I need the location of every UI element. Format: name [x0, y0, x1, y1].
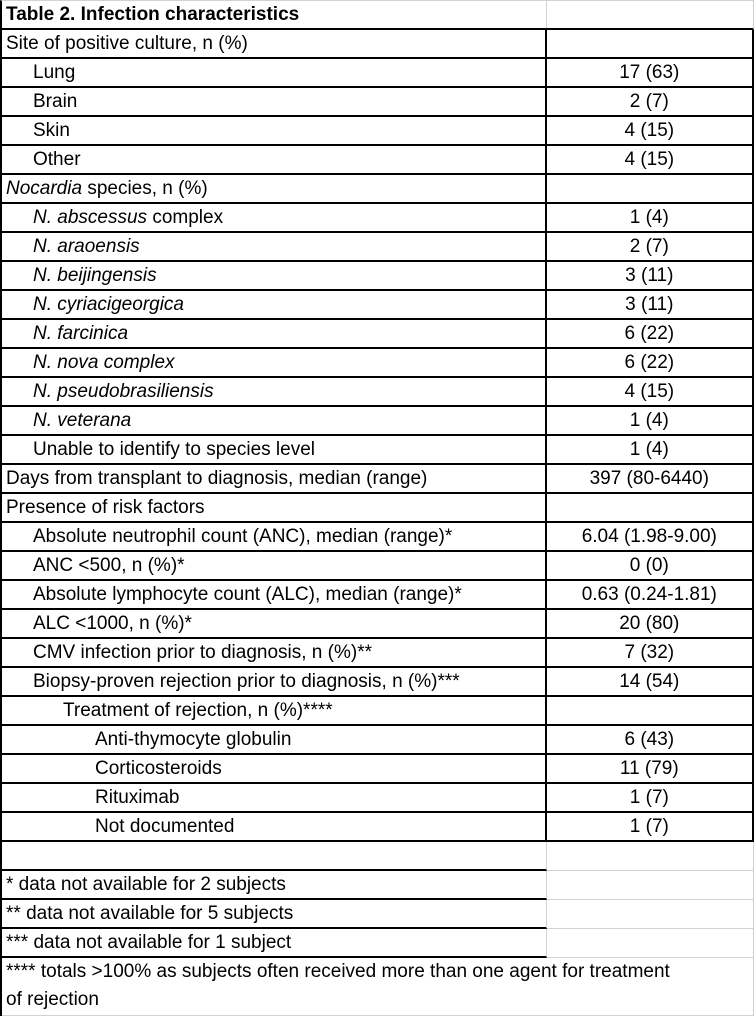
- footnote-3: *** data not available for 1 subject: [2, 929, 547, 958]
- row-label: [2, 668, 547, 695]
- row-label: [2, 494, 547, 521]
- table-row: [2, 1, 754, 30]
- row-label: [2, 59, 547, 86]
- empty-cell: [547, 900, 753, 929]
- table-row: [2, 668, 754, 697]
- table-row: [2, 755, 754, 784]
- row-value: 3 (11): [625, 265, 674, 286]
- row-value: 4 (15): [624, 120, 675, 141]
- row-label-text: Anti-thymocyte globulin: [95, 729, 292, 750]
- row-label: [2, 291, 547, 318]
- row-value: [547, 697, 752, 724]
- footnote-1: * data not available for 2 subjects: [2, 871, 547, 900]
- row-value: 20 (80): [619, 613, 680, 634]
- row-label: [2, 30, 547, 57]
- row-value: 4 (15): [624, 149, 675, 170]
- row-label: [2, 407, 547, 434]
- row-value: 1 (7): [629, 816, 669, 837]
- row-label-text: CMV infection prior to diagnosis, n (%)**: [33, 642, 372, 663]
- row-label: [2, 523, 547, 550]
- row-value: 0 (0): [629, 555, 669, 576]
- row-label-text: Absolute neutrophil count (ANC), median (range)*: [33, 526, 453, 547]
- row-label-italic: N. veterana: [33, 410, 132, 431]
- row-value: [547, 494, 752, 521]
- table-row: [2, 697, 754, 726]
- footnote-4: **** totals >100% as subjects often received more than one agent for treatment of rejection: [6, 961, 670, 1010]
- row-label-text: Brain: [33, 91, 78, 112]
- table-row: [2, 639, 754, 668]
- table-row: [2, 871, 754, 900]
- row-value: 0.63 (0.24-1.81): [581, 584, 717, 605]
- row-label: [2, 726, 547, 753]
- row-label: [2, 233, 547, 260]
- row-label-italic: N. beijingensis: [33, 265, 157, 286]
- row-label: [2, 204, 547, 231]
- row-label: [2, 378, 547, 405]
- table-row: [2, 436, 754, 465]
- row-label-text: species, n (%): [82, 178, 208, 199]
- row-label-text: Treatment of rejection, n (%)****: [63, 700, 333, 721]
- row-value: 6 (22): [624, 323, 675, 344]
- row-label-text: Skin: [33, 120, 70, 141]
- row-value: 11 (79): [619, 758, 679, 779]
- row-value: [547, 1, 753, 28]
- row-value: 4 (15): [624, 381, 675, 402]
- table-row: [2, 378, 754, 407]
- table-row: [2, 523, 754, 552]
- row-label: [2, 784, 547, 811]
- row-value: 7 (32): [624, 642, 675, 663]
- row-label-italic: N. abscessus: [33, 207, 148, 228]
- table-row: [2, 204, 754, 233]
- row-label: [2, 262, 547, 289]
- row-label-italic: N. cyriacigeorgica: [33, 294, 184, 315]
- table-row: [2, 610, 754, 639]
- table-row: [2, 813, 754, 842]
- row-value: 6 (43): [624, 729, 675, 750]
- row-value: 1 (7): [629, 787, 669, 808]
- row-label: [2, 465, 547, 492]
- table-row: [2, 175, 754, 204]
- row-label-text: Presence of risk factors: [6, 497, 205, 518]
- empty-cell: [547, 842, 753, 871]
- row-label-italic: N. araoensis: [33, 236, 140, 257]
- row-label: [2, 813, 547, 840]
- table-row: [2, 88, 754, 117]
- table-row: [2, 30, 754, 59]
- row-label: [2, 320, 547, 347]
- row-value: 6 (22): [624, 352, 675, 373]
- table-title: Table 2. Infection characteristics: [2, 1, 547, 28]
- row-value: 2 (7): [629, 91, 669, 112]
- row-label-text: Rituximab: [95, 787, 180, 808]
- table-row: [2, 726, 754, 755]
- row-value: [547, 175, 752, 202]
- row-label-italic: N. farcinica: [33, 323, 129, 344]
- row-label-italic: Nocardia: [6, 178, 83, 199]
- table-row: [2, 407, 754, 436]
- table-row: [2, 465, 754, 494]
- table-row: [2, 262, 754, 291]
- table-row: [2, 146, 754, 175]
- row-value: 397 (80-6440): [589, 468, 709, 489]
- row-label-text: Days from transplant to diagnosis, median (range): [6, 468, 428, 489]
- row-label: [2, 755, 547, 782]
- table-row: [2, 233, 754, 262]
- row-label-text: Lung: [33, 62, 76, 83]
- row-label-text: Corticosteroids: [95, 758, 222, 779]
- row-label-text: ALC <1000, n (%)*: [33, 613, 192, 634]
- row-label: [2, 436, 547, 463]
- empty-cell: [547, 871, 753, 900]
- row-label-text: Not documented: [95, 816, 235, 837]
- table-row: [2, 320, 754, 349]
- row-label: [2, 117, 547, 144]
- table-row: [2, 494, 754, 523]
- row-label-italic: N. pseudobrasiliensis: [33, 381, 214, 402]
- table-row: [2, 117, 754, 146]
- row-label: [2, 639, 547, 666]
- row-value: [547, 30, 752, 57]
- row-value: 14 (54): [619, 671, 680, 692]
- row-label-text: complex: [147, 207, 224, 228]
- row-label-italic: N. nova complex: [33, 352, 175, 373]
- row-value: 1 (4): [629, 410, 669, 431]
- row-value: 1 (4): [629, 439, 669, 460]
- table-row: [2, 958, 754, 1016]
- row-label-text: Biopsy-proven rejection prior to diagnosis, n (%)***: [33, 671, 460, 692]
- row-label: [2, 88, 547, 115]
- table-row: [2, 349, 754, 378]
- table-row: [2, 900, 754, 929]
- row-label: [2, 581, 547, 608]
- footnote-2: ** data not available for 5 subjects: [2, 900, 547, 929]
- row-label: [2, 610, 547, 637]
- row-value: 3 (11): [625, 294, 674, 315]
- row-label-text: ANC <500, n (%)*: [33, 555, 185, 576]
- row-label: [2, 697, 547, 724]
- row-label-text: Unable to identify to species level: [33, 439, 315, 460]
- table-row: [2, 59, 754, 88]
- table-row: [2, 784, 754, 813]
- table-row: [2, 929, 754, 958]
- row-label: [2, 146, 547, 173]
- table-row: [2, 581, 754, 610]
- table-row: [2, 291, 754, 320]
- row-label: [2, 349, 547, 376]
- row-value: 6.04 (1.98-9.00): [581, 526, 717, 547]
- row-label: [2, 175, 547, 202]
- row-value: 2 (7): [629, 236, 669, 257]
- row-value: 1 (4): [629, 207, 669, 228]
- row-label-text: Other: [33, 149, 81, 170]
- empty-cell: [2, 842, 547, 871]
- table-row: [2, 842, 754, 871]
- row-label-text: Site of positive culture, n (%): [6, 33, 248, 54]
- table-row: [2, 552, 754, 581]
- row-label: [2, 552, 547, 579]
- empty-cell: [547, 929, 753, 958]
- row-value: 17 (63): [619, 62, 680, 83]
- row-label-text: Absolute lymphocyte count (ALC), median (range)*: [33, 584, 462, 605]
